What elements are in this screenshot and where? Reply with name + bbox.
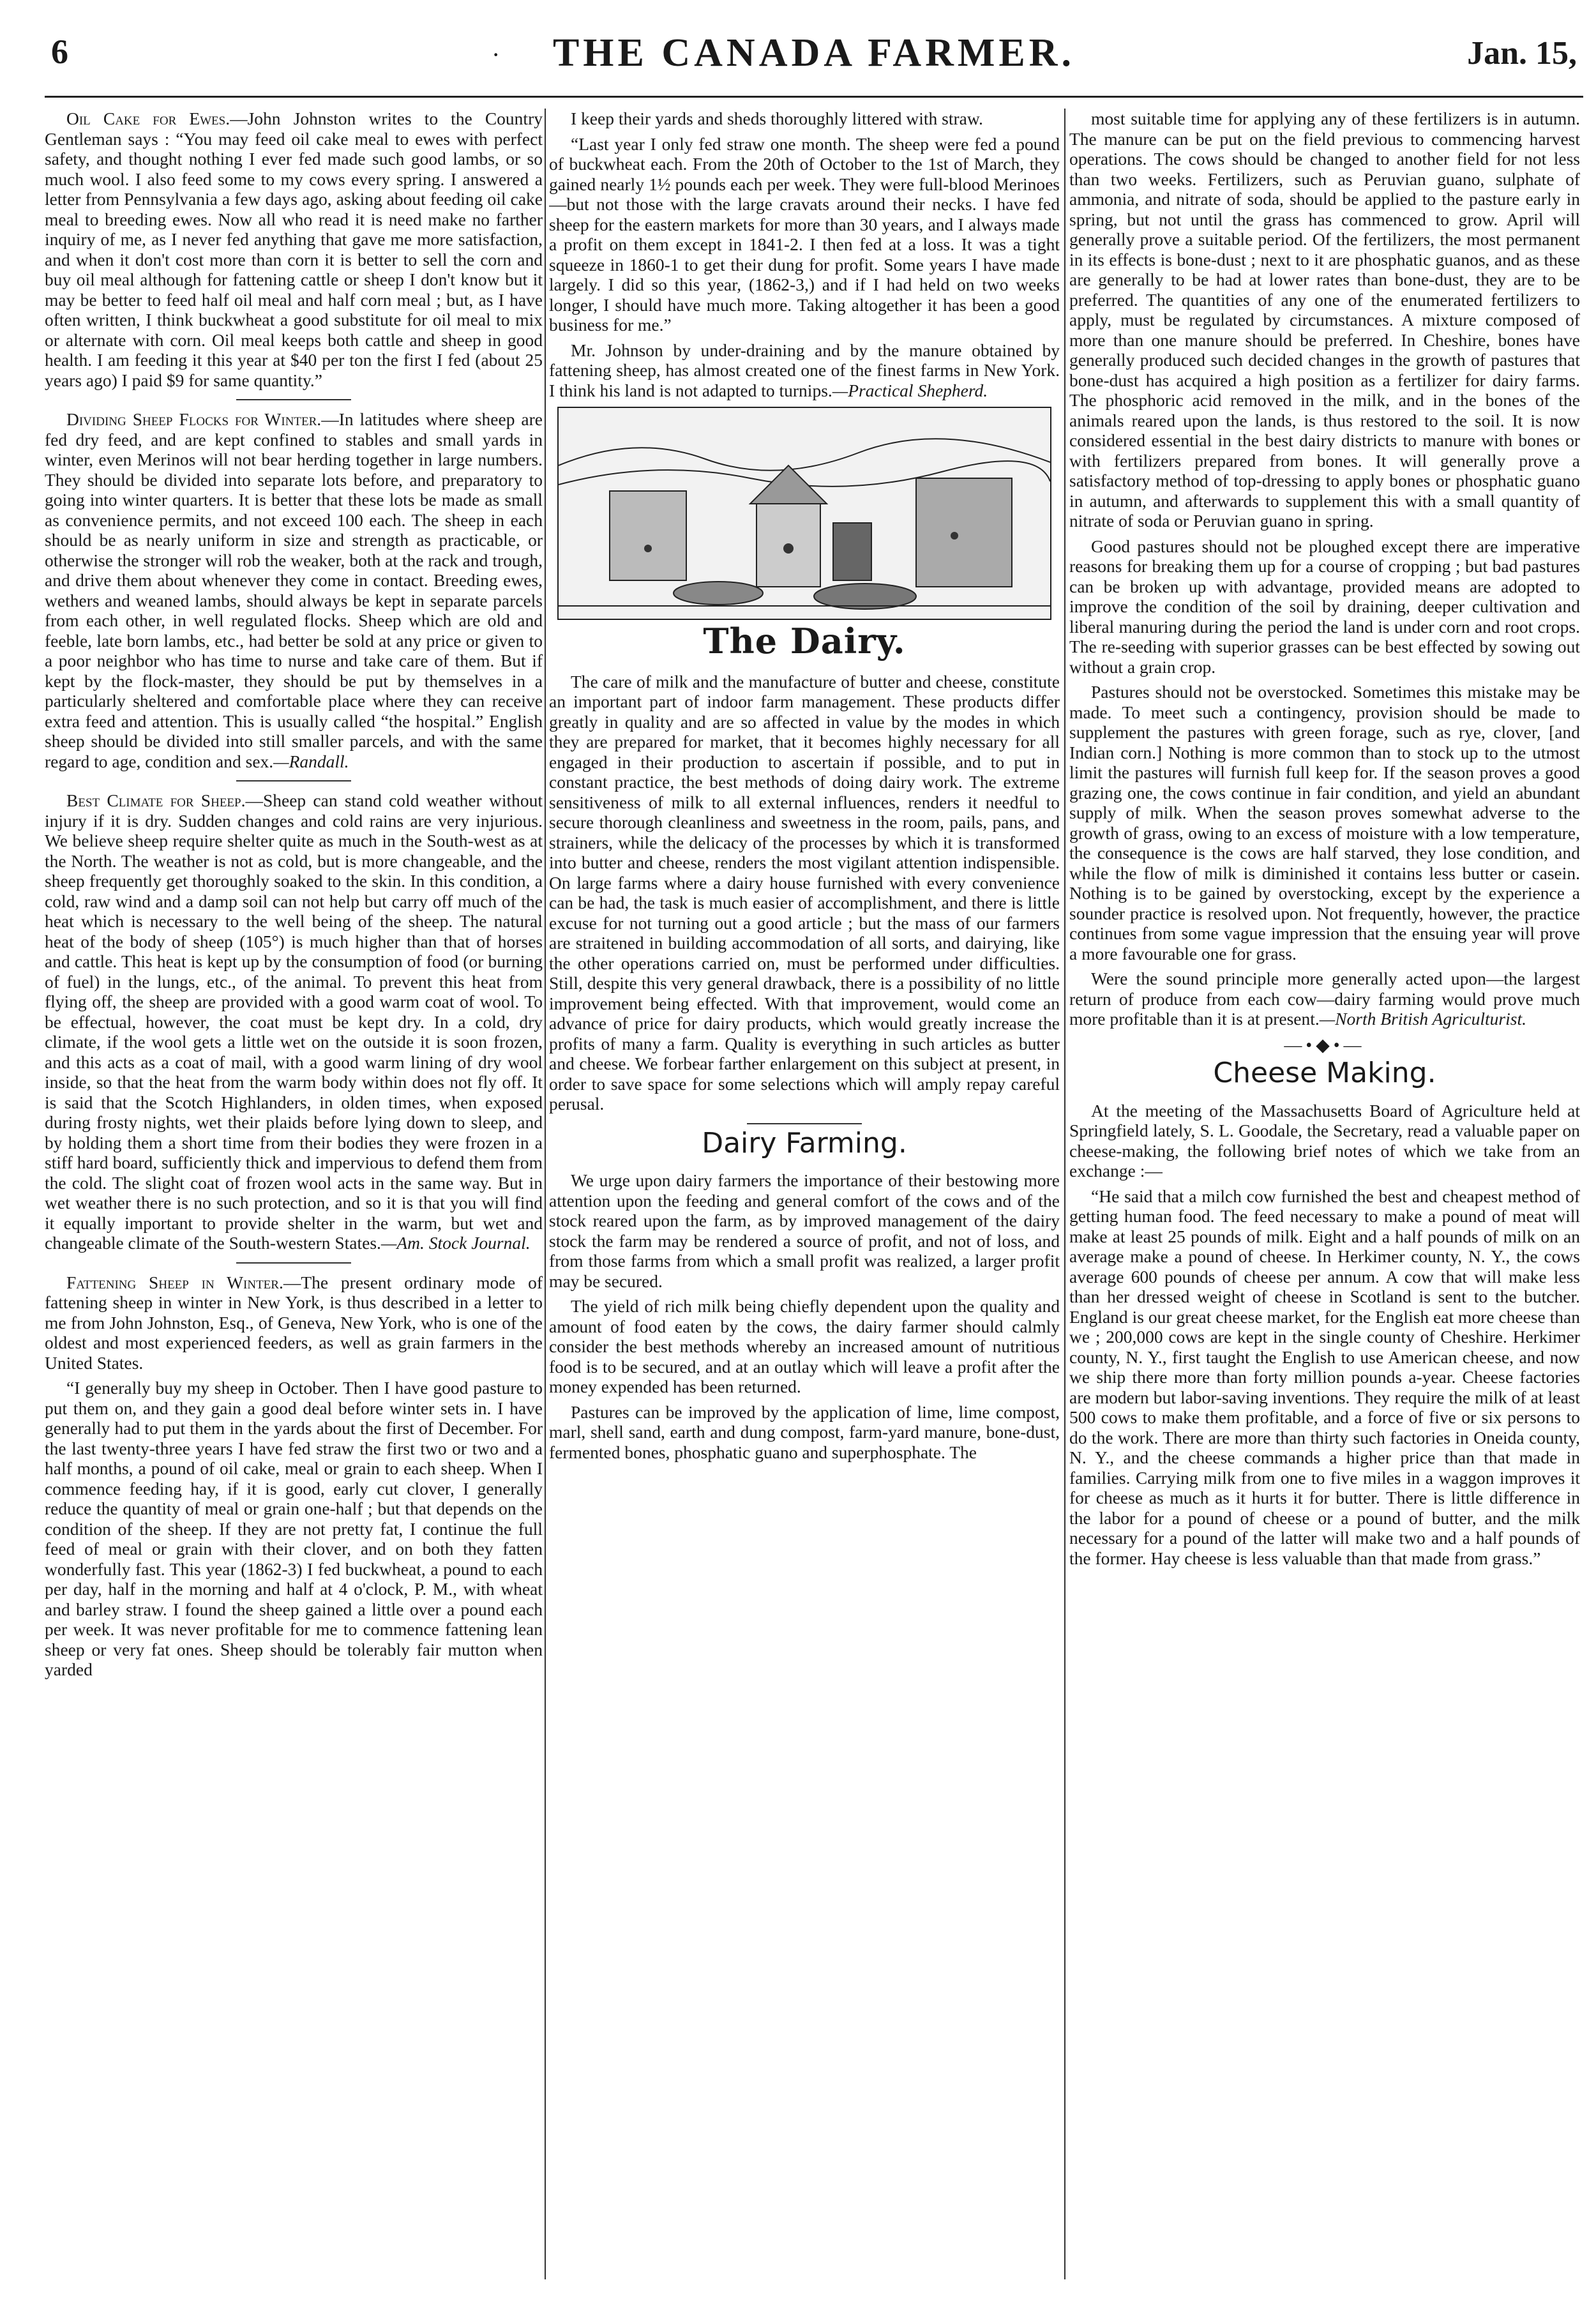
- masthead-title: THE CANADA FARMER.: [552, 31, 1076, 75]
- article-body: —Sheep can stand cold weather without injury if it is dry. Sudden changes and cold rains are very injurious. We believe sheep require shelter quite as much in the South-west as at the North. The weather is not as cold, but is more changeable, and the sheep frequently get thoroughly soaked to the skin. In this condition, a cold, raw wind and a damp soil can not help but carry off much of the heat which is necessary to the well being of the sheep. The natural heat of the body of sheep (105°) is much higher than that of horses and cattle. This heat is kept up by the consumption of food (or burning of fuel) in the lungs, etc., of the animal. To prevent this heat from flying off, the sheep are provided with a good warm coat of wool. To be effectual, however, the coat must be kept dry. In a cold, dry climate, if the wool gets a little wet on the outside it is soon frozen, and this acts as a coat of mail, with a good warm lining of dry wool inside, so that the heat from the warm body within does not fly off. It is said that the Scotch Highlanders, in olden times, when exposed during frosty nights, wet their plaids before lying down to sleep, and by holding them a short time from their bodies they were frozen in a stiff hard board, sufficiently thick and impervious to defend them from the cold. The slight coat of frozen wool acts in the same way. But in wet weather there is no such protection, and so it is that you will find it equally important to provide shelter in the warm, but wet and changeable climate of the South-western States.: [45, 790, 543, 1253]
- article-divider: [236, 780, 351, 782]
- column-right: [1069, 109, 1580, 2279]
- column-rule: [545, 109, 546, 2279]
- section-heading-dairy: [549, 621, 1060, 661]
- column-left: [45, 109, 543, 2279]
- article-body: —John Johnston writes to the Country Gentleman says : “You may feed oil cake meal to ewes with perfect safety, and thought nothing I ever fed made such good lambs, or so much wool. I also feed some to my cows every spring. I answered a letter from Pennsylvania a few days ago, asking about feeding oil cake meal to breeding ewes. Now all who read it is need make no farther inquiry of me, as I never fed anything that gave me more satisfaction, and when it don't cost more than corn it is better to sell the corn and buy oil meal although for fattening cattle or sheep I don't know but it may be better to feed half oil meal and half corn meal ; but, as I have often written, I think buckwheat a good substitute for oil meal to mix or alternate with corn. Oil meal keeps both cattle and sheep in good health. I am feeding it this year at $40 per ton the first I fed (about 25 years ago) I paid $9 for same quantity.”: [45, 109, 543, 390]
- article-paragraph: “I generally buy my sheep in October. Then I have good pasture to put them on, and they gain a good deal before winter sets in. I have generally had to put them in the yards about the first of December. For the last twenty-three years I have fed straw the first two or two and a half months, a pound of oil cake, meal or grain to each sheep. When I commence feeding hay, if it is good, early cut clover, I generally reduce the quantity of meal or grain one-half ; but that depends on the condition of the sheep. If they are not pretty fat, I continue the full feed of meal or grain with their clover, and on both they fatten wonderfully fast. This year (1862-3) I fed buckwheat, a pound to each per day, half in the morning and half at 4 o'clock, P. M., with wheat and barley straw. I found the sheep gained a little over a pound each per week. It was never profitable for me to commence fattening lean sheep or very fat ones. Sheep should be tolerably fair mutton when yarded: [45, 1378, 543, 1679]
- article-lead: Dividing Sheep Flocks for Winter.: [66, 409, 322, 429]
- article-paragraph: “Last year I only fed straw one month. The sheep were fed a pound of buckwheat each. From the 20th of October to the 1st of March, they gained nearly 1½ pounds each per week. They were full-blood Merinoes—but not those with the large cravats around their necks. I have fed sheep for the eastern markets for more than 30 years, and I always made a profit on them except in 1841-2. I then fed at a loss. It was a tight squeeze in 1860-1 to get their dung for profit. Some years I have made largely. I did so this year, (1862-3,) and if I had held on two weeks longer, I should have much more. Taking altogether it has been a good business for me.”: [549, 133, 1060, 335]
- article-body: Were the sound principle more generally acted upon—the largest return of produce from each cow—dairy farming would prove much more profitable than it is at present.: [1069, 969, 1580, 1029]
- article-fattening-sheep: [45, 1272, 543, 1373]
- article-divider: [236, 1262, 351, 1264]
- article-paragraph: Pastures can be improved by the application of lime, lime compost, marl, shell sand, earth and dung compost, farm-yard manure, bone-dust, fermented bones, phosphatic guano and superphosphate. The: [549, 1401, 1060, 1462]
- section-title: Cheese Making.: [1213, 1057, 1436, 1089]
- article-paragraph: I keep their yards and sheds thoroughly littered with straw.: [571, 109, 983, 128]
- section-title: The Dairy.: [703, 621, 906, 661]
- article-source: —Practical Shepherd.: [832, 380, 988, 400]
- article-source: —Am. Stock Journal.: [380, 1233, 531, 1253]
- dairy-engraving-illustration: [557, 407, 1051, 620]
- article-divider: [236, 399, 351, 400]
- page-number: 6: [51, 33, 68, 71]
- article-paragraph: At the meeting of the Massachusetts Board of Agriculture held at Springfield lately, S. L. Goodale, the Secretary, read a valuable paper on cheese-making, the following brief notes of which we take from an exchange :—: [1069, 1100, 1580, 1181]
- article-paragraph: We urge upon dairy farmers the importance of their bestowing more attention upon the feeding and general comfort of the cows and of the stock reared upon the farm, as by improved management of the dairy stock the farm may be rendered a source of profit, and not of loss, and from those farms from which a small profit was realized, a larger profit may be secured.: [549, 1170, 1060, 1291]
- article-lead: Fattening Sheep in Winter.: [66, 1272, 283, 1292]
- column-middle: [549, 109, 1060, 2279]
- article-dividing-flocks: [45, 409, 543, 771]
- column-rule: [1064, 109, 1065, 2279]
- article-body: Mr. Johnson by under-draining and by the manure obtained by fattening sheep, has almost created one of the finest farms in New York. I think his land is not adapted to turnips.: [549, 340, 1060, 400]
- article-best-climate: [45, 790, 543, 1253]
- article-body: —In latitudes where sheep are fed dry feed, and are kept confined to stables and small yards in winter, even Merinos will not bear herding together in large numbers. They should be divided into separate lots before, and preparatory to going into winter quarters. It is better that these lots be made as small as convenience permits, and not exceed 100 each. The sheep in each should be as nearly uniform in size and strength as practicable, or otherwise the stronger will rob the weaker, both at the rack and trough, and drive them about whenever they come in contact. Breeding ewes, wethers and weaned lambs, should always be kept in separate parcels from each other, in well regulated flocks. Sheep which are old and feeble, late born lambs, etc., had better be sold at any price or given to a poor neighbor who has time to nurse and take care of them. But if kept by the flock-master, they should be put by themselves in a particularly sheltered and comfortable place where they can receive extra feed and attention. This is usually called “the hospital.” English sheep should be divided into still smaller parcels, and with the same regard to age, condition and sex.: [45, 409, 543, 771]
- section-heading-cheese: [1069, 1057, 1580, 1089]
- issue-date: Jan. 15,: [1467, 35, 1577, 72]
- article-paragraph: Good pastures should not be ploughed except there are imperative reasons for breaking them up for a course of cropping ; but bad pastures can be broken up with advantage, provided means are adopted to improve the condition of the soil by draining, deeper cultivation and liberal manuring during the period the land is under corn and root crops. The re-seeding with superior grasses can be best effected by sowing out without a grain crop.: [1069, 536, 1580, 677]
- article-paragraph: [549, 340, 1060, 401]
- article-paragraph: “He said that a milch cow furnished the best and cheapest method of getting human food. The feed necessary to make a pound of meat will make at least 25 pounds of milk. Eight and a half pounds of milk on an average make a pound of cheese. In Herkimer county, N. Y., the cows average 600 pounds of cheese per annum. A cow that will make less than her dressed weight of cheese in Scotland is sent to the butcher. England is our great cheese market, for the English eat more cheese than we ; 200,000 cows are kept in the single county of Cheshire. Herkimer county, N. Y., first taught the English to use American cheese, and now we ship there more than forty million pounds a-year. Cheese factories are modern but labor-saving inventions. They require the milk of at least 500 cows to make them profitable, and a force of five or six persons to do the work. There are more than thirty such factories in Oneida county, N. Y., and the cheese commands a higher price than that made in families. Carrying milk from one to five miles in a waggon improves it for cheese as much as it hurts it for butter. There is little difference in the labor for a pound of cheese or a pound of butter, and the milk necessary for a pound of the latter will make two and a half pounds of the former. Hay cheese is less valuable than that made from grass.”: [1069, 1186, 1580, 1568]
- article-paragraph: The yield of rich milk being chiefly dependent upon the quality and amount of food eaten by the cows, the dairy farmer should calmly consider the best methods whereby an increased amount of nutritious food is to be secured, and at an outlay which will leave a profit after the money expended has been returned.: [549, 1296, 1060, 1396]
- article-paragraph: [1069, 969, 1580, 1029]
- article-lead: Oil Cake for Ewes.: [66, 109, 230, 128]
- article-body: —The present ordinary mode of fattening sheep in winter in New York, is thus described in a letter to me from John Johnston, Esq., of Geneva, New York, who is one of the oldest and most experienced feeders, as well as grain farmers in the United States.: [45, 1272, 543, 1373]
- header-dot: ·: [492, 40, 501, 69]
- section-heading-dairy-farming: [549, 1126, 1060, 1159]
- article-lead: Best Climate for Sheep.: [66, 790, 246, 810]
- article-paragraph: Pastures should not be overstocked. Sometimes this mistake may be made. To meet such a contingency, provision should be made to supplement the pastures with green forage, such as rye, clover, [and Indian corn.] Nothing is more common than to stock up to the utmost limit the pastures will furnish full keep for. If the season proves a good grazing one, the cows continue in fair condition, and yield an abundant supply of milk. When the season proves somewhat adverse to the growth of grass, owing to an excess of moisture with a low temperature, the consequence is the cows are half starved, they lose condition, and while the flow of milk is diminished it contains less butter or casein. Nothing is to be gained by overstocking, except by the experience a sounder practice is resolved upon. Not frequently, however, the practice continues from some vague impression that the ensuing year will prove a more favourable one for grass.: [1069, 682, 1580, 963]
- article-oil-cake: [45, 109, 543, 390]
- article-divider: [747, 1123, 862, 1124]
- article-source: —North British Agriculturist.: [1319, 1009, 1526, 1029]
- article-paragraph: most suitable time for applying any of these fertilizers is in autumn. The manure can be put on the field previous to commencing harvest operations. The cows should be changed to another field for not less than two weeks. Fertilizers, such as Peruvian guano, sulphate of ammonia, and nitrate of soda, should be applied to the pasture early in spring, but not until the grass has commenced to grow. April will generally prove a suitable period. Of the fertilizers, the most permanent in its effects is bone-dust ; next to it are phosphatic guanos, and as these are generally to be had at lower rates than bone-dust, they are to be preferred. The quantities of any one of the enumerated fertilizers to apply, must be regulated by circumstances. A mixture composed of more than one manure should be preferred. In Cheshire, bones have generally produced such decided changes in the growth of pastures that bone-dust has acquired a high position as a fertilizer for dairy farms. The phosphoric acid removed in the milk, and in the bones of the animals reared upon the lands, is thus restored to the soil. It is now considered essential in the best dairy districts to manure with bones or with fertilizers prepared from bones. It will generally prove a satisfactory method of top-dressing to apply bones or phosphatic guano in autumn, and afterwards to supplement this with a small quantity of nitrate of soda or Peruvian guano in spring.: [1069, 109, 1580, 531]
- section-title: Dairy Farming.: [702, 1126, 907, 1159]
- ornament-divider: —•◆•—: [1284, 1035, 1366, 1055]
- article-paragraph: The care of milk and the manufacture of butter and cheese, constitute an important part of indoor farm management. These products differ greatly in quality and are so affected in value by the modes in which they are prepared for market, that it becomes highly necessary for all engaged in their production to ascertain if possible, and to put in constant practice, the best methods of doing dairy work. The extreme sensitiveness of milk to all external influences, renders it needful to secure thorough cleanliness and sweetness in the room, pails, pans, and strainers, while the delicacy of the processes by which it is transformed into butter and cheese, renders the most vigilant attention indispensible. On large farms where a dairy house furnished with every convenience can be had, the task is much easier of accomplishment, and there is little excuse for not turning out a good article ; but the mass of our farmers are straitened in building accommodation of all sorts, and dairying, like the other operations carried on, must be performed under difficulties. Still, despite this very general drawback, there is a possibility of no little improvement being effected. With that improvement, would come an advance of price for dairy products, which would greatly increase the profits of many a farm. Quality is everything in such articles as butter and cheese. We forbear farther enlargement on this subject at present, in order to save space for some selections which will amply repay careful perusal.: [549, 671, 1060, 1114]
- page-header: [45, 26, 1583, 98]
- article-source: —Randall.: [273, 751, 349, 771]
